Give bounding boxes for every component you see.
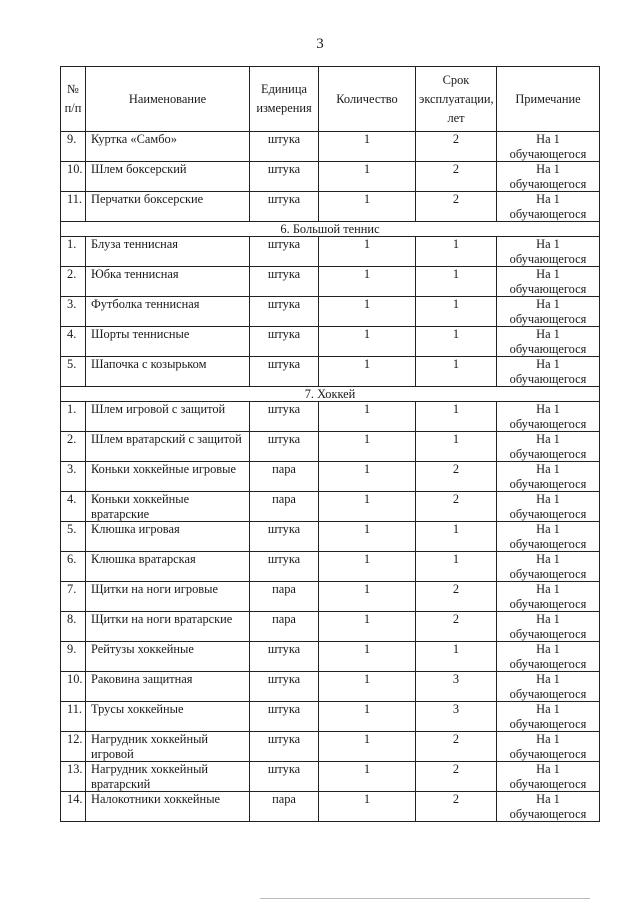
cell-qty: 1 bbox=[319, 237, 416, 267]
cell-name: Рейтузы хоккейные bbox=[86, 642, 250, 672]
table-row bbox=[61, 612, 600, 642]
page-number: 3 bbox=[316, 36, 324, 52]
cell-term: 1 bbox=[416, 552, 497, 582]
table-row bbox=[61, 402, 600, 432]
section-row bbox=[61, 387, 600, 402]
cell-num: 2. bbox=[61, 432, 86, 462]
cell-num: 4. bbox=[61, 327, 86, 357]
cell-name: Щитки на ноги вратарские bbox=[86, 612, 250, 642]
table-row bbox=[61, 582, 600, 612]
cell-unit: штука bbox=[250, 642, 319, 672]
cell-num: 1. bbox=[61, 402, 86, 432]
cell-note: На 1 обучающегося bbox=[497, 582, 600, 612]
header-name: Наименование bbox=[86, 67, 250, 132]
cell-name: Шорты теннисные bbox=[86, 327, 250, 357]
cell-term: 2 bbox=[416, 612, 497, 642]
cell-name: Щитки на ноги игровые bbox=[86, 582, 250, 612]
cell-qty: 1 bbox=[319, 297, 416, 327]
table-row bbox=[61, 132, 600, 162]
cell-term: 1 bbox=[416, 432, 497, 462]
cell-name: Трусы хоккейные bbox=[86, 702, 250, 732]
cell-num: 6. bbox=[61, 552, 86, 582]
cell-num: 10. bbox=[61, 672, 86, 702]
cell-unit: штука bbox=[250, 672, 319, 702]
cell-note: На 1 обучающегося bbox=[497, 522, 600, 552]
table-row bbox=[61, 522, 600, 552]
cell-term: 2 bbox=[416, 492, 497, 522]
cell-num: 2. bbox=[61, 267, 86, 297]
cell-note: На 1 обучающегося bbox=[497, 192, 600, 222]
cell-note: На 1 обучающегося bbox=[497, 267, 600, 297]
cell-unit: штука bbox=[250, 162, 319, 192]
cell-num: 4. bbox=[61, 492, 86, 522]
cell-name: Нагрудник хоккейный вратарский bbox=[86, 762, 250, 792]
cell-qty: 1 bbox=[319, 432, 416, 462]
cell-note: На 1 обучающегося bbox=[497, 402, 600, 432]
cell-unit: штука bbox=[250, 522, 319, 552]
cell-name: Клюшка игровая bbox=[86, 522, 250, 552]
cell-note: На 1 обучающегося bbox=[497, 327, 600, 357]
cell-note: На 1 обучающегося bbox=[497, 237, 600, 267]
table-row bbox=[61, 432, 600, 462]
cell-term: 1 bbox=[416, 327, 497, 357]
cell-note: На 1 обучающегося bbox=[497, 732, 600, 762]
cell-note: На 1 обучающегося bbox=[497, 462, 600, 492]
cell-num: 3. bbox=[61, 462, 86, 492]
cell-term: 1 bbox=[416, 402, 497, 432]
cell-name: Налокотники хоккейные bbox=[86, 792, 250, 822]
cell-term: 1 bbox=[416, 297, 497, 327]
cell-unit: пара bbox=[250, 492, 319, 522]
cell-term: 2 bbox=[416, 792, 497, 822]
cell-term: 2 bbox=[416, 132, 497, 162]
cell-term: 1 bbox=[416, 267, 497, 297]
cell-qty: 1 bbox=[319, 732, 416, 762]
cell-name: Коньки хоккейные игровые bbox=[86, 462, 250, 492]
cell-unit: штука bbox=[250, 552, 319, 582]
cell-note: На 1 обучающегося bbox=[497, 492, 600, 522]
cell-num: 1. bbox=[61, 237, 86, 267]
cell-unit: штука bbox=[250, 762, 319, 792]
cell-qty: 1 bbox=[319, 492, 416, 522]
cell-term: 2 bbox=[416, 462, 497, 492]
section-title: 7. Хоккей bbox=[61, 387, 600, 402]
cell-note: На 1 обучающегося bbox=[497, 702, 600, 732]
table-row bbox=[61, 327, 600, 357]
table-row bbox=[61, 192, 600, 222]
cell-note: На 1 обучающегося bbox=[497, 642, 600, 672]
cell-note: На 1 обучающегося bbox=[497, 552, 600, 582]
table-row bbox=[61, 672, 600, 702]
cell-term: 1 bbox=[416, 522, 497, 552]
cell-term: 1 bbox=[416, 357, 497, 387]
cell-name: Шапочка с козырьком bbox=[86, 357, 250, 387]
section-row bbox=[61, 222, 600, 237]
cell-note: На 1 обучающегося bbox=[497, 162, 600, 192]
cell-qty: 1 bbox=[319, 357, 416, 387]
cell-qty: 1 bbox=[319, 582, 416, 612]
cell-num: 10. bbox=[61, 162, 86, 192]
cell-name: Куртка «Самбо» bbox=[86, 132, 250, 162]
equipment-table bbox=[60, 66, 600, 822]
cell-num: 11. bbox=[61, 702, 86, 732]
cell-qty: 1 bbox=[319, 192, 416, 222]
cell-num: 5. bbox=[61, 357, 86, 387]
cell-num: 9. bbox=[61, 132, 86, 162]
cell-qty: 1 bbox=[319, 132, 416, 162]
cell-qty: 1 bbox=[319, 672, 416, 702]
cell-num: 8. bbox=[61, 612, 86, 642]
table-row bbox=[61, 702, 600, 732]
table-row bbox=[61, 642, 600, 672]
table-row bbox=[61, 492, 600, 522]
cell-note: На 1 обучающегося bbox=[497, 357, 600, 387]
cell-unit: пара bbox=[250, 462, 319, 492]
cell-qty: 1 bbox=[319, 267, 416, 297]
cell-unit: штука bbox=[250, 267, 319, 297]
cell-term: 3 bbox=[416, 672, 497, 702]
cell-unit: пара bbox=[250, 582, 319, 612]
cell-qty: 1 bbox=[319, 702, 416, 732]
header-unit: Единица измерения bbox=[250, 67, 319, 132]
table-row bbox=[61, 267, 600, 297]
header-qty: Количество bbox=[319, 67, 416, 132]
cell-qty: 1 bbox=[319, 162, 416, 192]
cell-note: На 1 обучающегося bbox=[497, 672, 600, 702]
table-row bbox=[61, 732, 600, 762]
cell-num: 5. bbox=[61, 522, 86, 552]
cell-unit: штука bbox=[250, 432, 319, 462]
cell-note: На 1 обучающегося bbox=[497, 792, 600, 822]
cell-num: 3. bbox=[61, 297, 86, 327]
cell-qty: 1 bbox=[319, 792, 416, 822]
bottom-divider bbox=[260, 898, 590, 899]
cell-qty: 1 bbox=[319, 612, 416, 642]
cell-qty: 1 bbox=[319, 327, 416, 357]
cell-name: Шлем игровой с защитой bbox=[86, 402, 250, 432]
cell-term: 2 bbox=[416, 192, 497, 222]
cell-unit: штука bbox=[250, 357, 319, 387]
cell-unit: штука bbox=[250, 327, 319, 357]
cell-note: На 1 обучающегося bbox=[497, 432, 600, 462]
cell-name: Шлем боксерский bbox=[86, 162, 250, 192]
cell-num: 12. bbox=[61, 732, 86, 762]
cell-name: Перчатки боксерские bbox=[86, 192, 250, 222]
cell-unit: пара bbox=[250, 612, 319, 642]
section-title: 6. Большой теннис bbox=[61, 222, 600, 237]
table-row bbox=[61, 357, 600, 387]
cell-term: 2 bbox=[416, 582, 497, 612]
cell-qty: 1 bbox=[319, 762, 416, 792]
cell-note: На 1 обучающегося bbox=[497, 612, 600, 642]
cell-term: 1 bbox=[416, 237, 497, 267]
header-num: № п/п bbox=[61, 67, 86, 132]
cell-name: Юбка теннисная bbox=[86, 267, 250, 297]
cell-name: Коньки хоккейные вратарские bbox=[86, 492, 250, 522]
table-row bbox=[61, 462, 600, 492]
cell-num: 14. bbox=[61, 792, 86, 822]
table-row bbox=[61, 552, 600, 582]
cell-num: 9. bbox=[61, 642, 86, 672]
cell-qty: 1 bbox=[319, 642, 416, 672]
cell-name: Нагрудник хоккейный игровой bbox=[86, 732, 250, 762]
cell-term: 3 bbox=[416, 702, 497, 732]
cell-note: На 1 обучающегося bbox=[497, 762, 600, 792]
cell-unit: штука bbox=[250, 192, 319, 222]
table-row bbox=[61, 237, 600, 267]
header-note: Примечание bbox=[497, 67, 600, 132]
cell-qty: 1 bbox=[319, 522, 416, 552]
cell-term: 2 bbox=[416, 732, 497, 762]
table-row bbox=[61, 297, 600, 327]
cell-unit: штука bbox=[250, 237, 319, 267]
cell-term: 1 bbox=[416, 642, 497, 672]
table-body bbox=[61, 132, 600, 822]
cell-name: Шлем вратарский с защитой bbox=[86, 432, 250, 462]
cell-unit: пара bbox=[250, 792, 319, 822]
table-row bbox=[61, 162, 600, 192]
cell-unit: штука bbox=[250, 297, 319, 327]
header-term: Срок эксплуатации, лет bbox=[416, 67, 497, 132]
cell-unit: штука bbox=[250, 402, 319, 432]
cell-name: Блуза теннисная bbox=[86, 237, 250, 267]
cell-name: Футболка теннисная bbox=[86, 297, 250, 327]
cell-unit: штука bbox=[250, 702, 319, 732]
table-header bbox=[61, 67, 600, 132]
cell-note: На 1 обучающегося bbox=[497, 297, 600, 327]
cell-num: 7. bbox=[61, 582, 86, 612]
cell-term: 2 bbox=[416, 162, 497, 192]
cell-term: 2 bbox=[416, 762, 497, 792]
cell-note: На 1 обучающегося bbox=[497, 132, 600, 162]
cell-qty: 1 bbox=[319, 402, 416, 432]
cell-qty: 1 bbox=[319, 552, 416, 582]
cell-unit: штука bbox=[250, 132, 319, 162]
cell-qty: 1 bbox=[319, 462, 416, 492]
cell-num: 11. bbox=[61, 192, 86, 222]
cell-num: 13. bbox=[61, 762, 86, 792]
cell-name: Клюшка вратарская bbox=[86, 552, 250, 582]
cell-name: Раковина защитная bbox=[86, 672, 250, 702]
table-row bbox=[61, 762, 600, 792]
cell-unit: штука bbox=[250, 732, 319, 762]
table-row bbox=[61, 792, 600, 822]
